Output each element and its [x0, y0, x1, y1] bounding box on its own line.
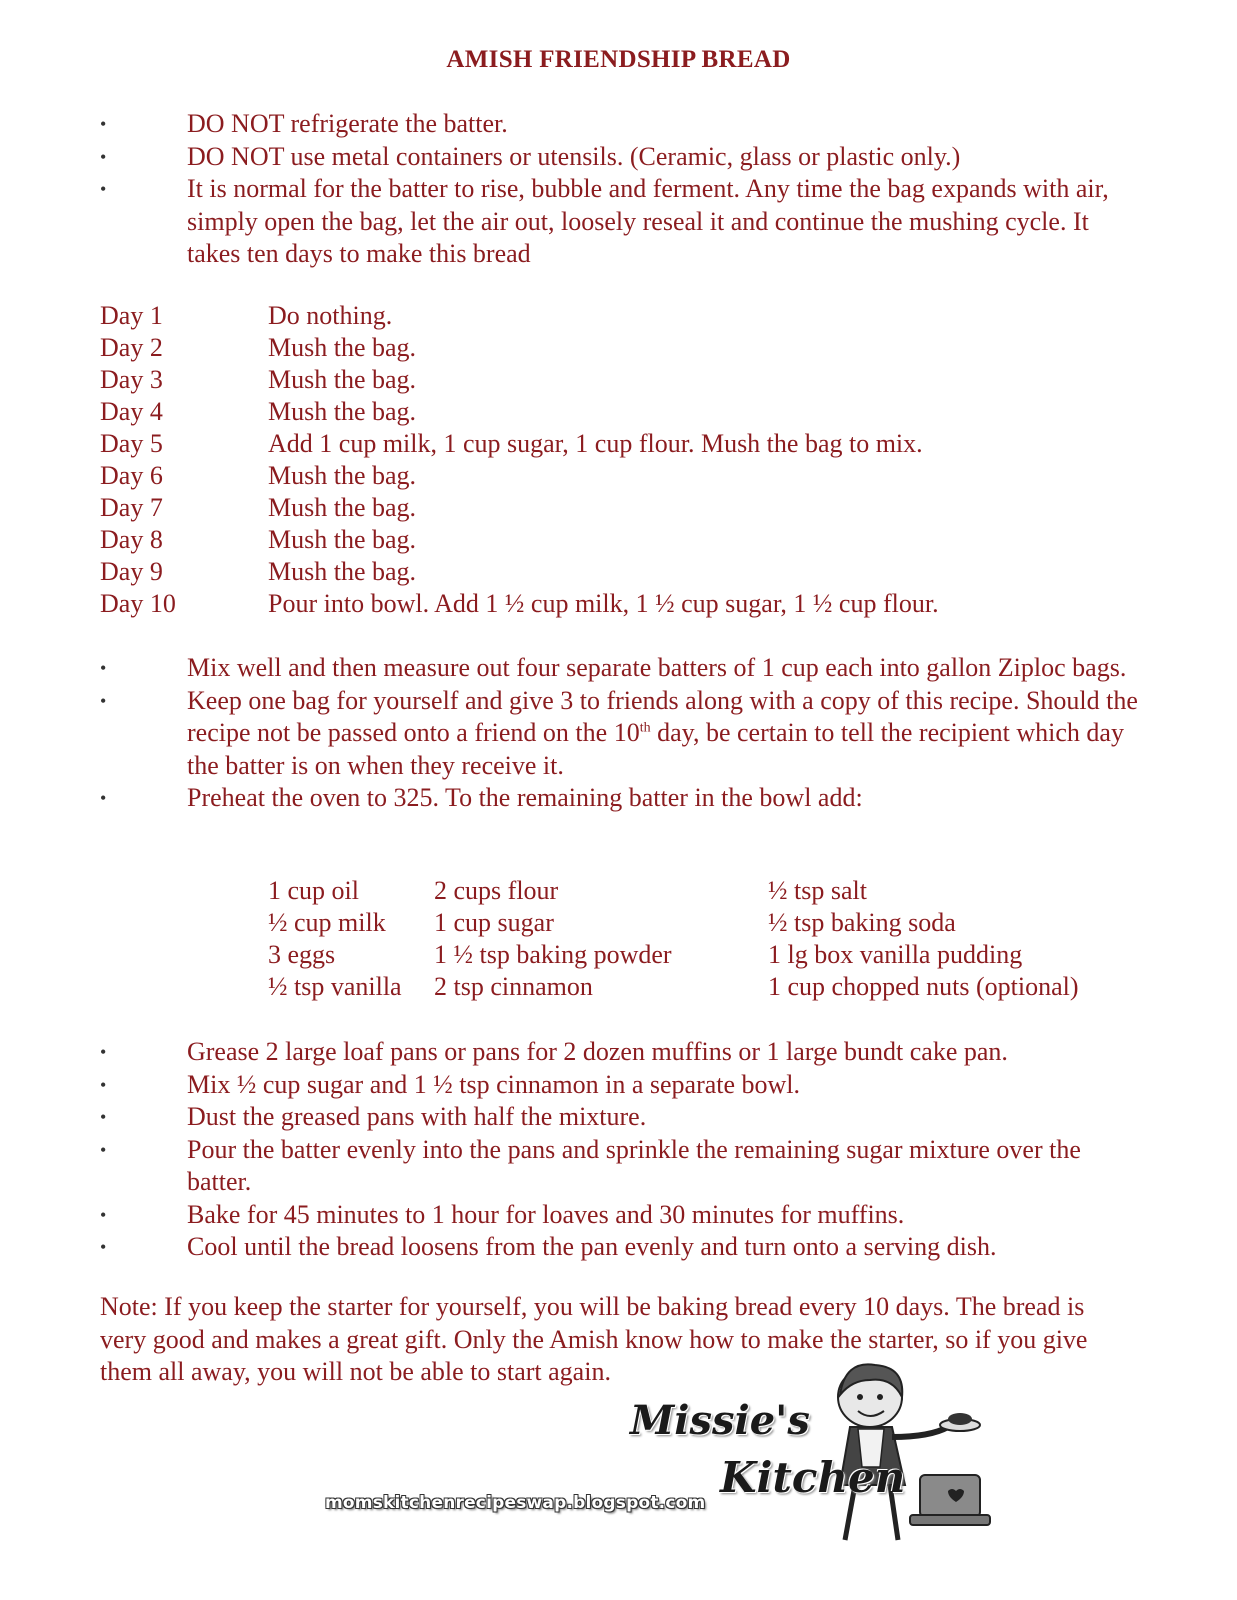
ingredients-column-3 — [768, 875, 1079, 1003]
list-item — [100, 1101, 1140, 1134]
list-item — [100, 1069, 1140, 1102]
bullet-icon: • — [100, 1237, 107, 1257]
list-item-text: DO NOT use metal containers or utensils. (Ceramic, glass or plastic only.) — [187, 141, 961, 171]
page-title: AMISH FRIENDSHIP BREAD — [446, 46, 791, 73]
day-row — [100, 460, 1140, 492]
day-instruction: Do nothing. — [268, 301, 393, 330]
day-row — [100, 524, 1140, 556]
logo-text-line2: Kitchen — [720, 1453, 906, 1502]
ingredients-column-1 — [268, 875, 402, 1003]
list-item — [100, 1036, 1140, 1069]
list-item-text — [187, 686, 1138, 780]
day-row — [100, 332, 1140, 364]
ingredient-item: 1 ½ tsp baking powder — [434, 940, 672, 969]
list-item-text: DO NOT refrigerate the batter. — [187, 109, 508, 138]
bullet-icon: • — [100, 1139, 107, 1160]
day-row — [100, 396, 1140, 428]
list-item-text: Mix well and then measure out four separate batters of 1 cup each into gallon Ziploc bags. — [187, 653, 1127, 682]
day-row — [100, 556, 1140, 588]
note-paragraph: Note: If you keep the starter for yourself, you will be baking bread every 10 days. The bread is very good and makes a great gift. Only the Amish know how to make the starter, so if you give them all away, you will not be able to start again. — [100, 1292, 1088, 1386]
list-item-text: Preheat the oven to 325. To the remaining batter in the bowl add: — [187, 783, 863, 812]
bullet-icon: • — [100, 114, 107, 134]
logo-text-line1: Missie's — [630, 1397, 810, 1444]
ingredient-item: 1 cup chopped nuts (optional) — [768, 972, 1079, 1001]
mid-bullet-list — [100, 652, 1140, 815]
list-item — [100, 652, 1140, 685]
day-instruction: Mush the bag. — [268, 557, 417, 586]
day-instruction: Mush the bag. — [268, 461, 417, 490]
list-item — [100, 685, 1140, 783]
day-instruction: Mush the bag. — [268, 525, 417, 554]
day-instruction: Mush the bag. — [268, 365, 417, 394]
keep-text-part2: day, be certain to tell the recipient which day the batter is on when they receive it. — [187, 718, 1124, 780]
ingredient-item: ½ tsp salt — [768, 876, 867, 905]
ingredient-item: ½ cup milk — [268, 908, 386, 937]
ingredient-item: ½ tsp vanilla — [268, 972, 402, 1001]
ingredient-item: 1 lg box vanilla pudding — [768, 940, 1023, 969]
day-schedule — [100, 300, 1140, 620]
day-instruction: Mush the bag. — [268, 397, 417, 426]
day-row — [100, 492, 1140, 524]
day-row — [100, 364, 1140, 396]
day-label: Day 2 — [100, 333, 163, 362]
bullet-icon: • — [100, 1042, 107, 1062]
list-item-text: Cool until the bread loosens from the pan evenly and turn onto a serving dish. — [187, 1232, 997, 1261]
list-item-text: Pour the batter evenly into the pans and sprinkle the remaining sugar mixture over the batter. — [187, 1134, 1081, 1196]
ingredient-item: 2 cups flour — [434, 876, 559, 905]
instructions-bullet-list — [100, 1036, 1140, 1264]
day-label: Day 5 — [100, 429, 163, 458]
day-label: Day 1 — [100, 301, 163, 330]
list-item — [100, 1231, 1140, 1264]
bullet-icon: • — [100, 690, 107, 711]
ingredient-item: 1 cup sugar — [434, 908, 554, 937]
day-label: Day 3 — [100, 365, 163, 394]
day-instruction: Pour into bowl. Add 1 ½ cup milk, 1 ½ cup sugar, 1 ½ cup flour. — [268, 589, 939, 618]
day-label: Day 8 — [100, 525, 163, 554]
list-item-text: Bake for 45 minutes to 1 hour for loaves and 30 minutes for muffins. — [187, 1199, 905, 1229]
list-item — [100, 1134, 1140, 1199]
day-label: Day 9 — [100, 557, 163, 586]
blog-url: momskitchenrecipeswap.blogspot.com — [325, 1493, 706, 1513]
day-label: Day 6 — [100, 461, 163, 490]
day-instruction: Mush the bag. — [268, 493, 417, 522]
list-item — [100, 108, 1140, 141]
day-label: Day 4 — [100, 397, 163, 426]
day-row — [100, 588, 1140, 620]
ingredient-item: ½ tsp baking soda — [768, 908, 956, 937]
day-label: Day 7 — [100, 493, 163, 522]
ordinal-suffix: th — [639, 720, 651, 736]
bullet-icon: • — [100, 1107, 107, 1127]
intro-bullet-list — [100, 108, 1140, 271]
day-label: Day 10 — [100, 589, 176, 618]
keep-text-part1: Keep one bag for yourself and give 3 to friends along with a copy of this recipe. Should the recipe not be passed onto a friend on the 10 — [187, 685, 1138, 747]
ingredient-item: 2 tsp cinnamon — [434, 972, 593, 1001]
ingredient-item: 3 eggs — [268, 940, 336, 969]
bullet-icon: • — [100, 658, 107, 678]
list-item-text: Dust the greased pans with half the mixture. — [187, 1102, 647, 1131]
day-instruction: Add 1 cup milk, 1 cup sugar, 1 cup flour. Mush the bag to mix. — [268, 429, 923, 458]
list-item — [100, 782, 1140, 815]
list-item — [100, 173, 1140, 271]
day-row — [100, 300, 1140, 332]
bullet-icon: • — [100, 179, 107, 199]
day-instruction: Mush the bag. — [268, 333, 417, 362]
ingredients-column-2 — [434, 875, 672, 1003]
bullet-icon: • — [100, 1204, 107, 1225]
bullet-icon: • — [100, 146, 107, 167]
list-item-text: Grease 2 large loaf pans or pans for 2 dozen muffins or 1 large bundt cake pan. — [187, 1037, 1008, 1066]
bullet-icon: • — [100, 1074, 107, 1095]
list-item-text: It is normal for the batter to rise, bubble and ferment. Any time the bag expands with air, simply open the bag, let the air out, loosely reseal it and continue the mushing cycle. It takes ten days to make this bread — [187, 174, 1109, 268]
list-item-text: Mix ½ cup sugar and 1 ½ tsp cinnamon in a separate bowl. — [187, 1069, 801, 1099]
list-item — [100, 1199, 1140, 1232]
bullet-icon: • — [100, 788, 107, 808]
list-item — [100, 141, 1140, 174]
missies-kitchen-logo — [630, 1355, 1010, 1555]
ingredient-item: 1 cup oil — [268, 876, 359, 905]
day-row — [100, 428, 1140, 460]
